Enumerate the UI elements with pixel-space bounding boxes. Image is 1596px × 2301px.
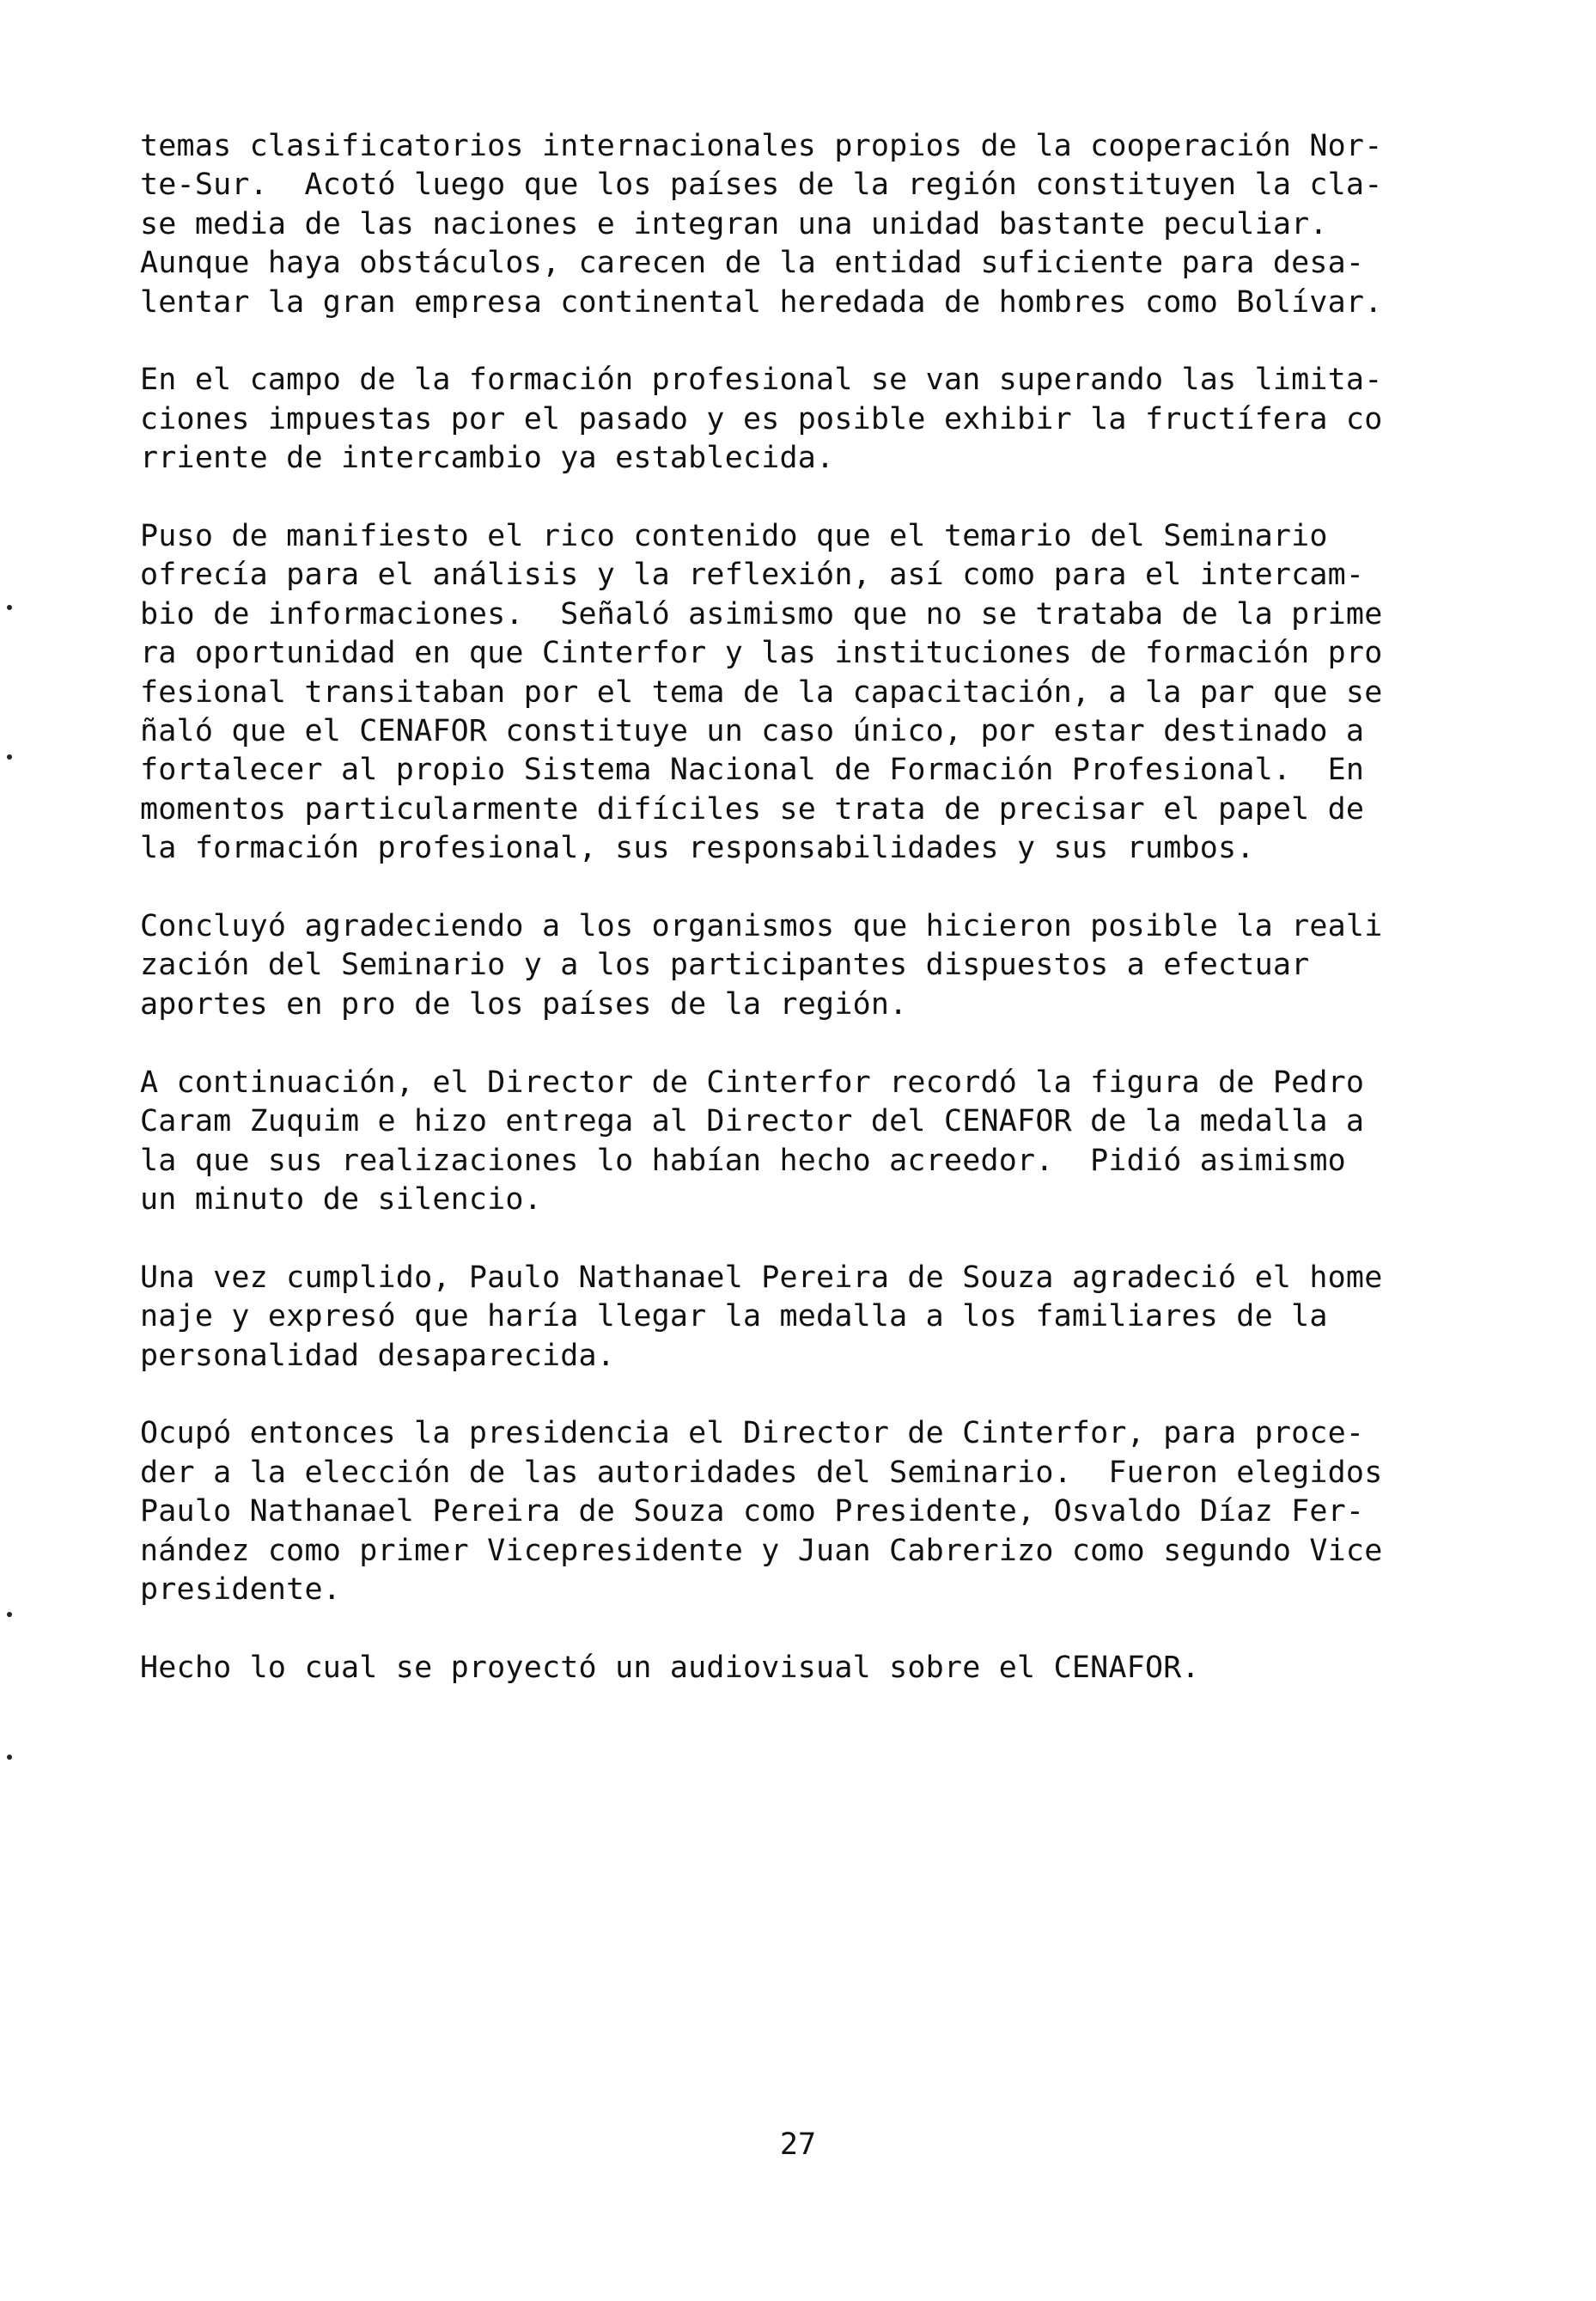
text-line: Puso de manifiesto el rico contenido que el temario del Seminario xyxy=(140,519,1328,554)
text-line: fesional transitaban por el tema de la capacitación, a la par que se xyxy=(140,674,1383,710)
text-line: la que sus realizaciones lo habían hecho acreedor. Pidió asimismo xyxy=(140,1143,1346,1178)
paragraph-1 xyxy=(140,127,1480,322)
page-number: 27 xyxy=(779,2127,817,2162)
text-line: Hecho lo cual se proyectó un audiovisual sobre el CENAFOR. xyxy=(140,1650,1200,1685)
text-line: rriente de intercambio ya establecida. xyxy=(140,441,835,476)
text-line: te-Sur. Acotó luego que los países de la región constituyen la cla- xyxy=(140,168,1383,203)
text-line: Ocupó entonces la presidencia el Director de Cinterfor, para proce- xyxy=(140,1416,1365,1451)
text-line: un minuto de silencio. xyxy=(140,1181,542,1217)
text-line: naje y expresó que haría llegar la medalla a los familiares de la xyxy=(140,1299,1328,1334)
scan-speck xyxy=(7,754,12,760)
paragraph-4 xyxy=(140,907,1480,1024)
paragraph-2 xyxy=(140,361,1480,478)
text-line: aportes en pro de los países de la región. xyxy=(140,986,908,1022)
text-line: Aunque haya obstáculos, carecen de la entidad suficiente para desa- xyxy=(140,246,1365,281)
paragraph-8 xyxy=(140,1649,1480,1688)
text-line: la formación profesional, sus responsabilidades y sus rumbos. xyxy=(140,831,1255,866)
paragraph-5 xyxy=(140,1064,1480,1220)
text-line: lentar la gran empresa continental heredada de hombres como Bolívar. xyxy=(140,284,1383,320)
text-line: fortalecer al propio Sistema Nacional de Formación Profesional. En xyxy=(140,753,1365,788)
text-line: Caram Zuquim e hizo entrega al Director del CENAFOR de la medalla a xyxy=(140,1104,1365,1139)
text-line: temas clasificatorios internacionales propios de la cooperación Nor- xyxy=(140,129,1383,163)
text-line: En el campo de la formación profesional se van superando las limita- xyxy=(140,363,1383,398)
scan-speck xyxy=(7,1612,12,1617)
text-line: ofrecía para el análisis y la reflexión, así como para el intercam- xyxy=(140,558,1365,593)
body-text xyxy=(140,127,1480,1727)
scan-speck xyxy=(7,1755,12,1760)
text-line: nández como primer Vicepresidente y Juan Cabrerizo como segundo Vice xyxy=(140,1533,1383,1568)
paragraph-6 xyxy=(140,1259,1480,1376)
text-line: zación del Seminario y a los participantes dispuestos a efectuar xyxy=(140,948,1310,983)
text-line: bio de informaciones. Señaló asimismo que no se trataba de la prime xyxy=(140,596,1383,632)
text-line: Concluyó agradeciendo a los organismos que hicieron posible la reali xyxy=(140,909,1383,944)
text-line: ñaló que el CENAFOR constituye un caso único, por estar destinado a xyxy=(140,714,1365,749)
text-line: momentos particularmente difíciles se trata de precisar el papel de xyxy=(140,791,1365,827)
text-line: ra oportunidad en que Cinterfor y las instituciones de formación pro xyxy=(140,636,1383,671)
text-line: Una vez cumplido, Paulo Nathanael Pereira de Souza agradeció el home xyxy=(140,1260,1383,1295)
text-line: Paulo Nathanael Pereira de Souza como Presidente, Osvaldo Díaz Fer- xyxy=(140,1494,1365,1529)
text-line: presidente. xyxy=(140,1572,341,1607)
text-line: A continuación, el Director de Cinterfor recordó la figura de Pedro xyxy=(140,1065,1365,1100)
text-line: ciones impuestas por el pasado y es posible exhibir la fructífera co xyxy=(140,401,1383,436)
paragraph-3 xyxy=(140,517,1480,869)
scan-speck xyxy=(7,605,12,610)
paragraph-7 xyxy=(140,1414,1480,1609)
text-line: der a la elección de las autoridades del Seminario. Fueron elegidos xyxy=(140,1455,1383,1490)
text-line: personalidad desaparecida. xyxy=(140,1338,616,1373)
text-line: se media de las naciones e integran una unidad bastante peculiar. xyxy=(140,206,1328,241)
